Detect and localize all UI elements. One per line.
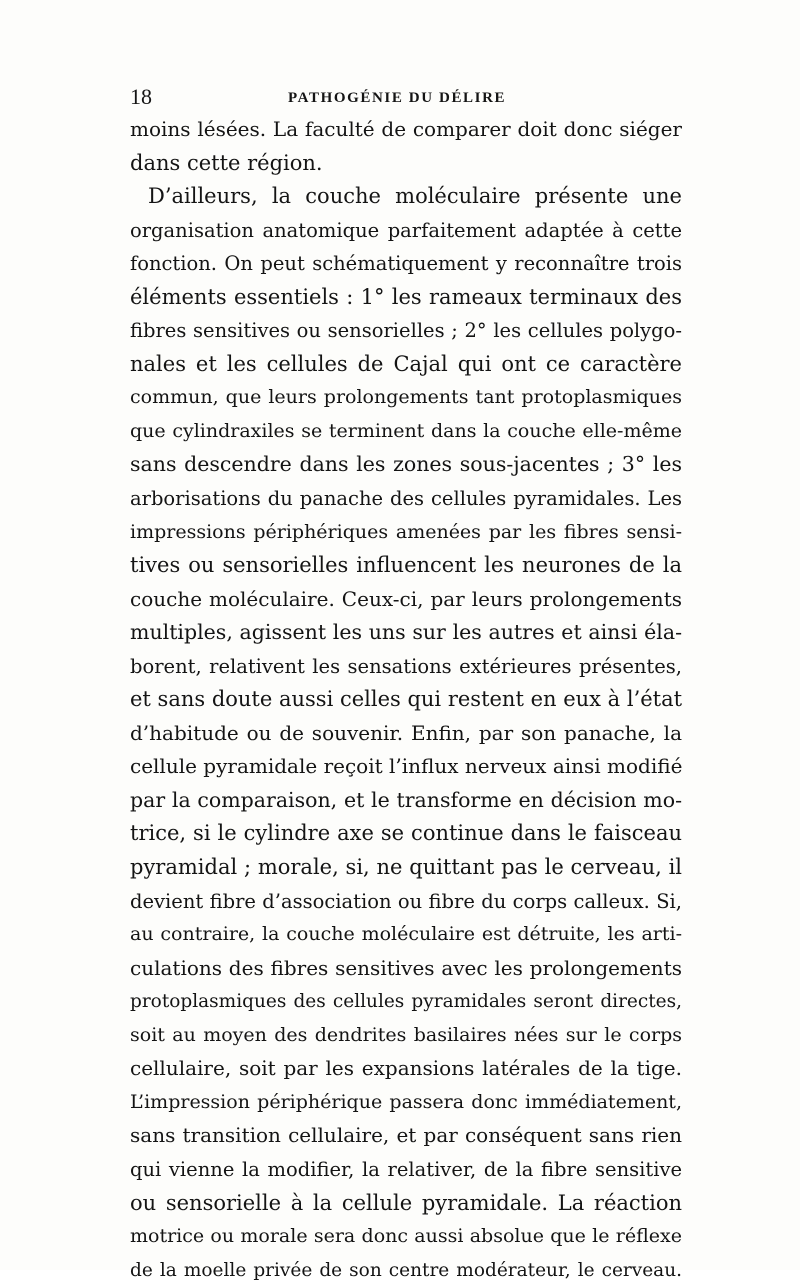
page-number: 18 bbox=[130, 84, 152, 109]
text-line: devient fibre d’association ou fibre du corps calleux. Si, bbox=[130, 889, 682, 913]
text-line: protoplasmiques des cellules pyramidales seront directes, bbox=[130, 991, 682, 1013]
text-line: de la moelle privée de son centre modérateur, le cerveau. bbox=[130, 1259, 682, 1281]
text-line: qui vienne la modifier, la relativer, de la fibre sensitive bbox=[130, 1157, 682, 1181]
text-line: nales et les cellules de Cajal qui ont ce caractère bbox=[130, 351, 682, 376]
text-line: par la comparaison, et le transforme en décision mo- bbox=[130, 787, 682, 812]
text-line: soit au moyen des dendrites basilaires nées sur le corps bbox=[130, 1023, 682, 1046]
text-line: cellulaire, soit par les expansions latérales de la tige. bbox=[130, 1056, 682, 1081]
text-line: organisation anatomique parfaitement adaptée à cette bbox=[130, 218, 682, 242]
text-line: culations des fibres sensitives avec les prolongements bbox=[130, 955, 682, 980]
text-line: éléments essentiels : 1° les rameaux terminaux des bbox=[130, 284, 682, 309]
text-line: commun, que leurs prolongements tant protoplasmiques bbox=[130, 386, 682, 409]
text-line: ou sensorielle à la cellule pyramidale. La réaction bbox=[130, 1190, 682, 1215]
text-line: moins lésées. La faculté de comparer doit donc siéger bbox=[130, 117, 682, 141]
text-line: motrice ou morale sera donc aussi absolue que le réflexe bbox=[130, 1225, 682, 1248]
text-line: sans descendre dans les zones sous-jacentes ; 3° les bbox=[130, 452, 682, 477]
text-line: dans cette région. bbox=[130, 150, 323, 175]
text-line: pyramidal ; morale, si, ne quittant pas le cerveau, il bbox=[130, 855, 682, 880]
text-line: et sans doute aussi celles qui restent en eux à l’état bbox=[130, 687, 683, 712]
text-line: trice, si le cylindre axe se continue dans le faisceau bbox=[130, 821, 682, 846]
text-line: fonction. On peut schématiquement y reconnaître trois bbox=[130, 252, 682, 276]
text-line: d’habitude ou de souvenir. Enfin, par son panache, la bbox=[130, 720, 682, 745]
text-line: au contraire, la couche moléculaire est détruite, les arti- bbox=[130, 923, 682, 946]
text-line: tives ou sensorielles influencent les neurones de la bbox=[130, 553, 682, 578]
body-text bbox=[130, 113, 682, 1287]
text-line: sans transition cellulaire, et par conséquent sans rien bbox=[130, 1123, 682, 1148]
text-line: borent, relativent les sensations extérieures présentes, bbox=[130, 654, 682, 678]
text-line: L’impression périphérique passera donc immédiatement, bbox=[130, 1090, 682, 1113]
page-header bbox=[130, 82, 682, 112]
text-line: fibres sensitives ou sensorielles ; 2° les cellules polygo- bbox=[130, 319, 682, 343]
text-line: multiples, agissent les uns sur les autres et ainsi éla- bbox=[130, 620, 682, 645]
text-line: impressions périphériques amenées par les fibres sensi- bbox=[130, 520, 682, 543]
text-line: couche moléculaire. Ceux-ci, par leurs prolongements bbox=[130, 586, 682, 611]
running-title: PATHOGÉNIE DU DÉLIRE bbox=[288, 90, 507, 106]
text-line: que cylindraxiles se terminent dans la couche elle-même bbox=[130, 419, 682, 442]
text-line: arborisations du panache des cellules pyramidales. Les bbox=[130, 487, 682, 511]
text-line: cellule pyramidale reçoit l’influx nerveux ainsi modifié bbox=[130, 754, 683, 779]
text-line: D’ailleurs, la couche moléculaire présente une bbox=[148, 184, 682, 209]
